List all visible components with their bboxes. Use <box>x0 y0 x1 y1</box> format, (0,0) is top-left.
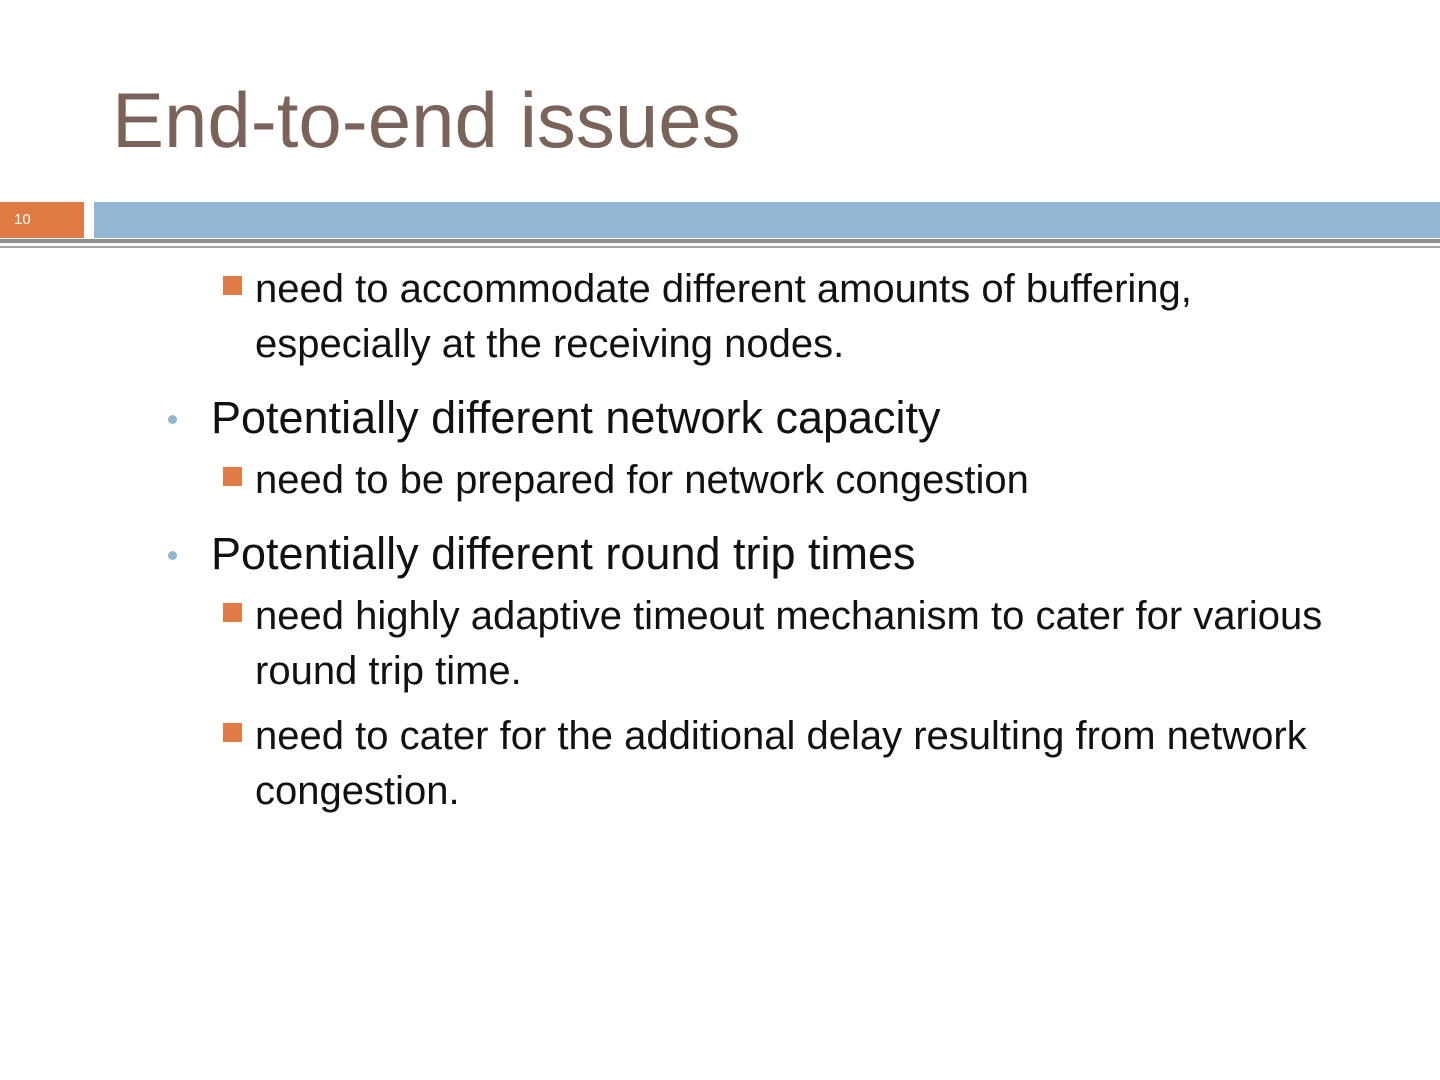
bullet-text: need to accommodate different amounts of buffering, especially at the receiving nodes. <box>255 267 1192 366</box>
sub-bullet-buffering <box>0 262 1440 372</box>
dot-bullet-icon <box>168 551 177 560</box>
bullet-text: need to be prepared for network congestion <box>255 458 1029 502</box>
header-divider-thin <box>0 246 1440 248</box>
bullet-network-capacity <box>0 389 1440 447</box>
square-bullet-icon <box>223 723 242 742</box>
slide-number-badge <box>0 202 84 238</box>
square-bullet-icon <box>223 467 242 486</box>
header-band <box>94 202 1440 238</box>
bullet-list <box>0 262 1440 829</box>
header-divider-thick <box>0 239 1440 243</box>
slide-title: End-to-end issues <box>112 76 741 164</box>
bullet-text: need highly adaptive timeout mechanism to cater for various round trip time. <box>255 594 1323 693</box>
bullet-text: need to cater for the additional delay resulting from network congestion. <box>255 714 1307 813</box>
bullet-text: Potentially different network capacity <box>211 392 941 443</box>
sub-bullet-congestion <box>0 453 1440 508</box>
square-bullet-icon <box>223 276 242 295</box>
bullet-text: Potentially different round trip times <box>211 528 916 579</box>
sub-bullet-timeout <box>0 589 1440 699</box>
sub-bullet-delay <box>0 709 1440 819</box>
slide-number: 10 <box>14 211 31 228</box>
bullet-round-trip-times <box>0 525 1440 583</box>
dot-bullet-icon <box>168 415 177 424</box>
square-bullet-icon <box>223 603 242 622</box>
